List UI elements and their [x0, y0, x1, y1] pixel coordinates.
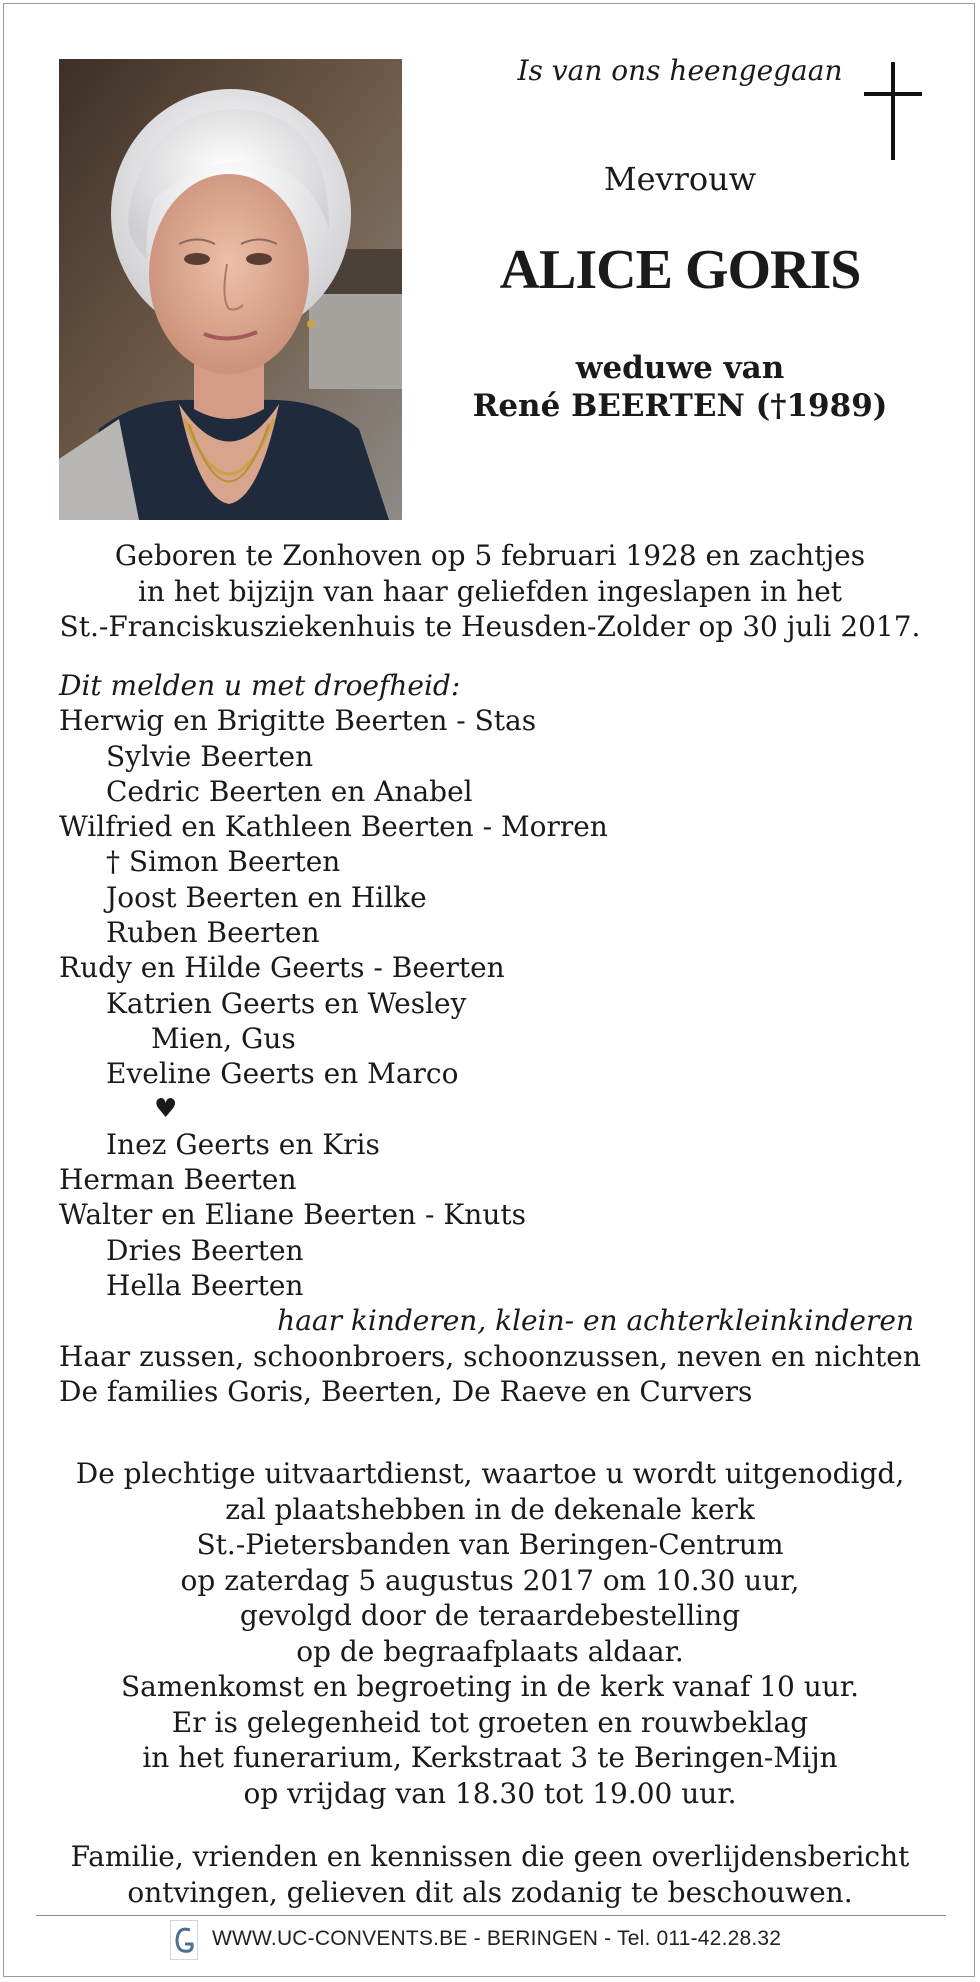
birth-death-text [40, 538, 940, 645]
text-line: ontvingen, gelieven dit als zodanig te beschouwen. [127, 1875, 853, 1909]
family-member-line: Mien, Gus [151, 1021, 296, 1055]
footer-divider [36, 1915, 946, 1916]
family-member-line: Walter en Eliane Beerten - Knuts [59, 1198, 526, 1232]
text-line: op zaterdag 5 augustus 2017 om 10.30 uur, [180, 1563, 800, 1597]
text-line: St.-Franciskusziekenhuis te Heusden-Zolder op 30 juli 2017. [59, 610, 921, 643]
title-prefix: Mevrouw [603, 160, 757, 198]
family-member-line: Haar zussen, schoonbroers, schoonzussen, neven en nichten [59, 1339, 921, 1373]
family-member-line: Herwig en Brigitte Beerten - Stas [59, 704, 537, 738]
family-member-line: Cedric Beerten en Anabel [106, 774, 473, 808]
family-member-line: Eveline Geerts en Marco [106, 1057, 459, 1091]
text-line: op vrijdag van 18.30 tot 19.00 uur. [243, 1776, 737, 1810]
spouse-name: René BEERTEN (†1989) [472, 388, 888, 424]
widow-of-label: weduwe van [575, 350, 785, 386]
text-line: gevolgd door de teraardebestelling [239, 1599, 741, 1632]
text-line: Er is gelegenheid tot groeten en rouwbeklag [171, 1705, 809, 1739]
family-list [59, 668, 939, 1409]
closing-text [40, 1839, 940, 1910]
family-member-line: Inez Geerts en Kris [106, 1127, 380, 1161]
text-line: zal plaatshebben in de dekenale kerk [225, 1492, 755, 1526]
family-member-line: Herman Beerten [59, 1163, 297, 1197]
text-line: Samenkomst en begroeting in de kerk vanaf 10 uur. [120, 1670, 860, 1703]
text-line: in het funerarium, Kerkstraat 3 te Beringen-Mijn [142, 1741, 838, 1774]
footer [0, 1920, 980, 1966]
family-member-line: Katrien Geerts en Wesley [106, 986, 467, 1020]
family-member-line: † Simon Beerten [106, 845, 341, 879]
family-relation-note: haar kinderen, klein- en achterkleinkinderen [277, 1304, 914, 1338]
text-line: De plechtige uitvaartdienst, waartoe u wordt uitgenodigd, [75, 1457, 905, 1490]
portrait-photo [59, 59, 402, 520]
family-member-line: Joost Beerten en Hilke [106, 880, 427, 914]
family-member-line: Ruben Beerten [106, 916, 320, 950]
heart-icon: ♥ [154, 1093, 178, 1124]
funeral-text [40, 1456, 940, 1811]
text-line: St.-Pietersbanden van Beringen-Centrum [196, 1528, 784, 1561]
family-member-line: Sylvie Beerten [106, 739, 314, 773]
family-member-line: Hella Beerten [106, 1269, 304, 1303]
uc-convents-logo-icon [170, 1920, 198, 1960]
family-member-line: Rudy en Hilde Geerts - Beerten [59, 951, 505, 985]
family-member-line: Dries Beerten [106, 1233, 304, 1267]
footer-contact: WWW.UC-CONVENTS.BE - BERINGEN - Tel. 011-42.28.32 [212, 1927, 782, 1950]
text-line: in het bijzijn van haar geliefden ingeslapen in het [137, 574, 843, 608]
text-line: Geboren te Zonhoven op 5 februari 1928 en zachtjes [114, 539, 866, 572]
family-intro: Dit melden u met droefheid: [59, 669, 461, 702]
family-member-line: De families Goris, Beerten, De Raeve en Curvers [59, 1374, 753, 1408]
text-line: op de begraafplaats aldaar. [296, 1634, 684, 1668]
text-line: Familie, vrienden en kennissen die geen overlijdensbericht [70, 1840, 910, 1873]
intro-text: Is van ons heengegaan [517, 54, 843, 87]
deceased-name: ALICE GORIS [499, 239, 861, 301]
family-member-line: Wilfried en Kathleen Beerten - Morren [59, 810, 608, 844]
